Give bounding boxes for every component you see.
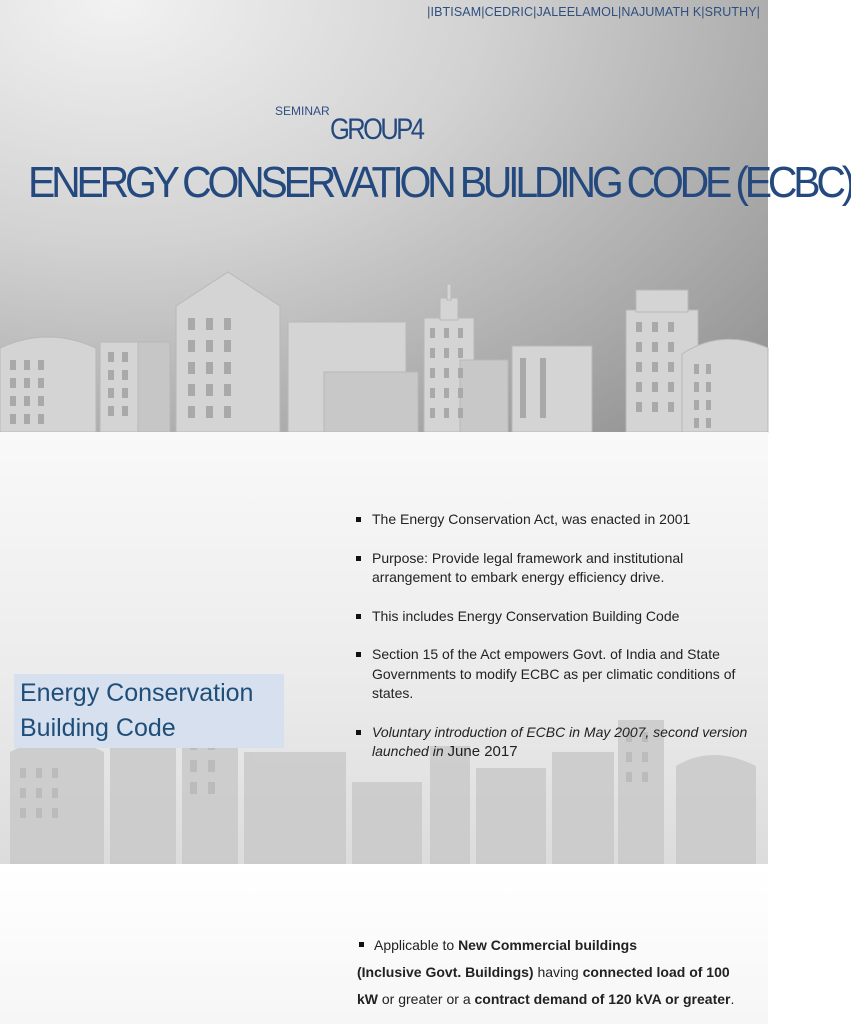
bullet-text: Voluntary introduction of ECBC in May 2007, second version launched in bbox=[372, 723, 748, 759]
text-segment: or greater or a bbox=[378, 991, 475, 1007]
content-slide-ecbc bbox=[0, 432, 768, 864]
seminar-label: SEMINAR bbox=[275, 104, 330, 118]
applicability-paragraph bbox=[357, 932, 747, 1013]
bullet-item: Section 15 of the Act empowers Govt. of India and State Governments to modify ECBC as per climatic conditions of states. bbox=[354, 645, 754, 704]
bullet-item: This includes Energy Conservation Building Code bbox=[354, 607, 754, 627]
text-segment: Applicable to bbox=[374, 937, 459, 953]
slide-title: ENERGY CONSERVATION BUILDING CODE (ECBC) bbox=[28, 158, 851, 207]
bold-segment: (Inclusive Govt. Buildings) bbox=[357, 964, 534, 980]
text-segment: having bbox=[533, 964, 583, 980]
title-slide bbox=[0, 0, 851, 432]
city-skyline-illustration bbox=[0, 268, 768, 432]
bold-segment: connected load of 100 kW bbox=[357, 964, 730, 1007]
content-slide-applicability bbox=[0, 864, 768, 1024]
bullet-item: The Energy Conservation Act, was enacted in 2001 bbox=[354, 510, 754, 530]
bullet-item bbox=[354, 723, 754, 762]
bullet-square-icon bbox=[359, 942, 364, 947]
heading-line-2: Building Code bbox=[20, 714, 176, 742]
bullet-date: June 2017 bbox=[447, 743, 518, 760]
bold-segment: New Commercial buildings bbox=[458, 937, 637, 953]
authors-line: |IBTISAM|CEDRIC|JALEELAMOL|NAJUMATH K|SRUTHY| bbox=[427, 5, 760, 19]
bold-segment: contract demand of 120 kVA or greater bbox=[474, 991, 731, 1007]
bullet-list bbox=[354, 510, 754, 781]
slide-heading bbox=[20, 676, 253, 746]
heading-line-1: Energy Conservation bbox=[20, 679, 254, 707]
group-label: GROUP4 bbox=[330, 113, 423, 146]
bullet-item: Purpose: Provide legal framework and institutional arrangement to embark energy efficiency drive. bbox=[354, 549, 754, 588]
text-segment: . bbox=[730, 991, 735, 1007]
